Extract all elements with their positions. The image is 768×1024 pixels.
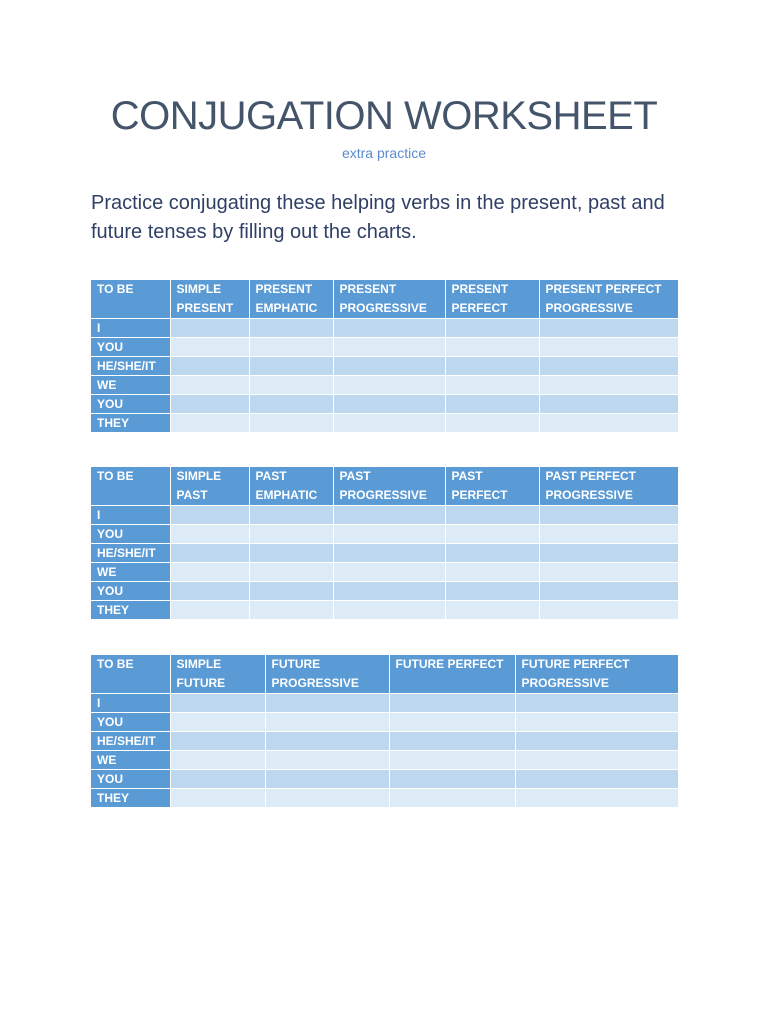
table-row bbox=[91, 563, 678, 582]
answer-cell[interactable] bbox=[265, 770, 389, 789]
column-header: SIMPLE FUTURE bbox=[170, 655, 265, 694]
answer-cell[interactable] bbox=[249, 338, 333, 357]
answer-cell[interactable] bbox=[389, 770, 515, 789]
answer-cell[interactable] bbox=[170, 601, 249, 620]
answer-cell[interactable] bbox=[249, 395, 333, 414]
answer-cell[interactable] bbox=[445, 563, 539, 582]
pronoun-label: YOU bbox=[91, 525, 170, 544]
answer-cell[interactable] bbox=[170, 694, 265, 713]
answer-cell[interactable] bbox=[539, 357, 678, 376]
answer-cell[interactable] bbox=[445, 601, 539, 620]
answer-cell[interactable] bbox=[170, 414, 249, 433]
pronoun-label: WE bbox=[91, 751, 170, 770]
answer-cell[interactable] bbox=[445, 338, 539, 357]
answer-cell[interactable] bbox=[539, 338, 678, 357]
answer-cell[interactable] bbox=[170, 563, 249, 582]
answer-cell[interactable] bbox=[389, 751, 515, 770]
answer-cell[interactable] bbox=[445, 544, 539, 563]
pronoun-label: YOU bbox=[91, 395, 170, 414]
pronoun-label: THEY bbox=[91, 789, 170, 808]
answer-cell[interactable] bbox=[539, 319, 678, 338]
answer-cell[interactable] bbox=[539, 414, 678, 433]
pronoun-label: YOU bbox=[91, 338, 170, 357]
answer-cell[interactable] bbox=[170, 732, 265, 751]
table-row bbox=[91, 395, 678, 414]
table-header-row bbox=[91, 467, 678, 506]
answer-cell[interactable] bbox=[389, 713, 515, 732]
answer-cell[interactable] bbox=[539, 544, 678, 563]
column-header: PRESENT EMPHATIC bbox=[249, 280, 333, 319]
answer-cell[interactable] bbox=[265, 694, 389, 713]
table-row bbox=[91, 506, 678, 525]
answer-cell[interactable] bbox=[333, 601, 445, 620]
answer-cell[interactable] bbox=[170, 544, 249, 563]
answer-cell[interactable] bbox=[445, 525, 539, 544]
column-header: FUTURE PROGRESSIVE bbox=[265, 655, 389, 694]
answer-cell[interactable] bbox=[170, 751, 265, 770]
answer-cell[interactable] bbox=[333, 506, 445, 525]
answer-cell[interactable] bbox=[170, 713, 265, 732]
column-header: FUTURE PERFECT bbox=[389, 655, 515, 694]
answer-cell[interactable] bbox=[445, 376, 539, 395]
pronoun-label: YOU bbox=[91, 770, 170, 789]
table-row bbox=[91, 376, 678, 395]
answer-cell[interactable] bbox=[170, 770, 265, 789]
pronoun-label: THEY bbox=[91, 601, 170, 620]
answer-cell[interactable] bbox=[249, 357, 333, 376]
answer-cell[interactable] bbox=[389, 789, 515, 808]
pronoun-label: THEY bbox=[91, 414, 170, 433]
column-header: PAST EMPHATIC bbox=[249, 467, 333, 506]
answer-cell[interactable] bbox=[539, 601, 678, 620]
answer-cell[interactable] bbox=[249, 376, 333, 395]
table-row bbox=[91, 732, 678, 751]
column-header: PAST PERFECT bbox=[445, 467, 539, 506]
answer-cell[interactable] bbox=[333, 357, 445, 376]
answer-cell[interactable] bbox=[170, 319, 249, 338]
answer-cell[interactable] bbox=[445, 395, 539, 414]
answer-cell[interactable] bbox=[249, 601, 333, 620]
answer-cell[interactable] bbox=[539, 563, 678, 582]
answer-cell[interactable] bbox=[249, 525, 333, 544]
column-header: SIMPLE PRESENT bbox=[170, 280, 249, 319]
answer-cell[interactable] bbox=[170, 338, 249, 357]
answer-cell[interactable] bbox=[445, 319, 539, 338]
pronoun-label: YOU bbox=[91, 582, 170, 601]
instructions-paragraph: Practice conjugating these helping verbs in the present, past and future tenses by filling out the charts. bbox=[91, 192, 665, 243]
column-header: FUTURE PERFECT PROGRESSIVE bbox=[515, 655, 678, 694]
answer-cell[interactable] bbox=[249, 563, 333, 582]
answer-cell[interactable] bbox=[170, 506, 249, 525]
table-row bbox=[91, 357, 678, 376]
answer-cell[interactable] bbox=[333, 525, 445, 544]
answer-cell[interactable] bbox=[333, 376, 445, 395]
answer-cell[interactable] bbox=[265, 713, 389, 732]
page-subtitle: extra practice bbox=[341, 145, 427, 161]
answer-cell[interactable] bbox=[389, 732, 515, 751]
answer-cell[interactable] bbox=[170, 789, 265, 808]
answer-cell[interactable] bbox=[170, 582, 249, 601]
answer-cell[interactable] bbox=[445, 414, 539, 433]
pronoun-label: I bbox=[91, 319, 170, 338]
table-row bbox=[91, 525, 678, 544]
answer-cell[interactable] bbox=[249, 319, 333, 338]
answer-cell[interactable] bbox=[445, 582, 539, 601]
answer-cell[interactable] bbox=[515, 732, 678, 751]
answer-cell[interactable] bbox=[389, 694, 515, 713]
answer-cell[interactable] bbox=[249, 544, 333, 563]
table-row bbox=[91, 789, 678, 808]
pronoun-label: WE bbox=[91, 376, 170, 395]
column-header: PAST PERFECT PROGRESSIVE bbox=[539, 467, 678, 506]
answer-cell[interactable] bbox=[265, 789, 389, 808]
column-header: SIMPLE PAST bbox=[170, 467, 249, 506]
answer-cell[interactable] bbox=[445, 357, 539, 376]
pronoun-label: HE/SHE/IT bbox=[91, 732, 170, 751]
table-row bbox=[91, 582, 678, 601]
answer-cell[interactable] bbox=[249, 506, 333, 525]
column-header: TO BE bbox=[91, 280, 170, 319]
page-title: CONJUGATION WORKSHEET bbox=[110, 94, 658, 138]
answer-cell[interactable] bbox=[249, 582, 333, 601]
answer-cell[interactable] bbox=[539, 525, 678, 544]
pronoun-label: I bbox=[91, 506, 170, 525]
present-tense-table bbox=[91, 280, 678, 432]
table-row bbox=[91, 319, 678, 338]
answer-cell[interactable] bbox=[170, 376, 249, 395]
column-header: PRESENT PROGRESSIVE bbox=[333, 280, 445, 319]
answer-cell[interactable] bbox=[333, 414, 445, 433]
past-tense-table bbox=[91, 467, 678, 619]
answer-cell[interactable] bbox=[445, 506, 539, 525]
answer-cell[interactable] bbox=[333, 544, 445, 563]
pronoun-label: I bbox=[91, 694, 170, 713]
answer-cell[interactable] bbox=[333, 563, 445, 582]
answer-cell[interactable] bbox=[515, 751, 678, 770]
answer-cell[interactable] bbox=[539, 395, 678, 414]
table-header-row bbox=[91, 655, 678, 694]
answer-cell[interactable] bbox=[170, 395, 249, 414]
column-header: TO BE bbox=[91, 655, 170, 694]
answer-cell[interactable] bbox=[265, 732, 389, 751]
table-row bbox=[91, 338, 678, 357]
pronoun-label: HE/SHE/IT bbox=[91, 544, 170, 563]
table-row bbox=[91, 694, 678, 713]
answer-cell[interactable] bbox=[170, 525, 249, 544]
column-header: PAST PROGRESSIVE bbox=[333, 467, 445, 506]
pronoun-label: WE bbox=[91, 563, 170, 582]
answer-cell[interactable] bbox=[333, 582, 445, 601]
pronoun-label: HE/SHE/IT bbox=[91, 357, 170, 376]
future-tense-table bbox=[91, 655, 678, 807]
table-row bbox=[91, 544, 678, 563]
table-row bbox=[91, 414, 678, 433]
column-header: TO BE bbox=[91, 467, 170, 506]
answer-cell[interactable] bbox=[515, 770, 678, 789]
table-row bbox=[91, 601, 678, 620]
table-row bbox=[91, 751, 678, 770]
answer-cell[interactable] bbox=[333, 395, 445, 414]
answer-cell[interactable] bbox=[539, 582, 678, 601]
answer-cell[interactable] bbox=[515, 713, 678, 732]
table-row bbox=[91, 770, 678, 789]
pronoun-label: YOU bbox=[91, 713, 170, 732]
column-header: PRESENT PERFECT PROGRESSIVE bbox=[539, 280, 678, 319]
answer-cell[interactable] bbox=[515, 789, 678, 808]
answer-cell[interactable] bbox=[539, 506, 678, 525]
answer-cell[interactable] bbox=[515, 694, 678, 713]
table-row bbox=[91, 713, 678, 732]
table-header-row bbox=[91, 280, 678, 319]
answer-cell[interactable] bbox=[333, 319, 445, 338]
answer-cell[interactable] bbox=[249, 414, 333, 433]
column-header: PRESENT PERFECT bbox=[445, 280, 539, 319]
answer-cell[interactable] bbox=[170, 357, 249, 376]
answer-cell[interactable] bbox=[539, 376, 678, 395]
answer-cell[interactable] bbox=[333, 338, 445, 357]
answer-cell[interactable] bbox=[265, 751, 389, 770]
